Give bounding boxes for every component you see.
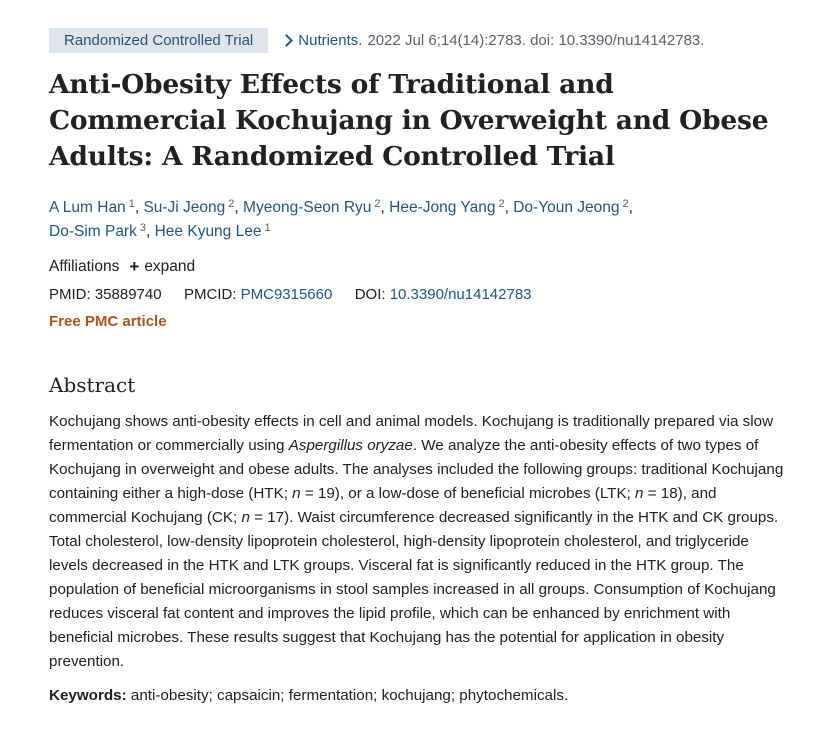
pmid-label: PMID: xyxy=(49,286,91,303)
doi-label: DOI: xyxy=(354,286,386,303)
abstract-text xyxy=(49,410,789,674)
article-header xyxy=(49,28,789,53)
chevron-right-icon xyxy=(280,34,293,47)
keywords-label: Keywords: xyxy=(49,687,127,704)
article-details xyxy=(49,28,789,704)
affiliation-ref[interactable]: 2 xyxy=(374,198,381,210)
pmcid-link[interactable]: PMC9315660 xyxy=(240,286,333,303)
doi-link[interactable]: 10.3390/nu14142783 xyxy=(389,286,532,303)
citation-text: 2022 Jul 6;14(14):2783. doi: 10.3390/nu14142783. xyxy=(367,32,705,49)
pmid-value: 35889740 xyxy=(94,286,162,303)
affiliation-ref[interactable]: 2 xyxy=(622,198,629,210)
authors-list: A Lum Han $^1$, Su-Ji Jeong $^2$, Myeong-Seon Ryu $^2$, Hee-Jong Yang $^2$, Do-Youn Jeong $^2$, Do-Sim Park $^3$, Hee Kyung Lee $^1$ xyxy=(49,198,633,240)
abstract-segment: = 19), or a low-dose of beneficial microbes (LTK; xyxy=(300,485,636,502)
n-symbol: n xyxy=(292,485,301,502)
n-symbol: n xyxy=(241,509,250,526)
author-link[interactable]: Hee Kyung Lee xyxy=(154,223,262,240)
author-link[interactable]: Do-Youn Jeong xyxy=(513,199,620,216)
affiliations-row xyxy=(49,257,789,277)
abstract-segment: = 18), and commercial Kochujang (CK; xyxy=(49,485,717,526)
pmcid-label: PMCID: xyxy=(183,286,237,303)
free-pmc-label: Free PMC article xyxy=(49,313,167,330)
n-symbol: n xyxy=(635,485,644,502)
expand-toggle[interactable]: expand xyxy=(144,258,196,275)
abstract-segment: Kochujang shows anti-obesity effects in cell and animal models. Kochujang is traditionally prepared via slow fermentation or commercially using xyxy=(49,413,774,454)
keywords-row xyxy=(49,687,789,704)
author-link[interactable]: Hee-Jong Yang xyxy=(389,199,496,216)
affiliation-ref[interactable]: 1 xyxy=(264,222,271,234)
abstract-heading: Abstract xyxy=(49,373,136,397)
journal-link[interactable]: Nutrients. xyxy=(298,32,363,49)
affiliation-ref[interactable]: 2 xyxy=(228,198,235,210)
affiliation-ref[interactable]: 2 xyxy=(498,198,505,210)
identifiers-row xyxy=(49,286,789,303)
abstract-segment: . We analyze the anti-obesity effects of two types of Kochujang in overweight and obese adults. The analyses included the following groups: traditional Kochujang containing either a high-dose (HTK; xyxy=(49,437,784,502)
author-link[interactable]: A Lum Han xyxy=(49,199,126,216)
affiliation-ref[interactable]: 3 xyxy=(139,222,146,234)
author-link[interactable]: Do-Sim Park xyxy=(49,223,137,240)
keywords-text: anti-obesity; capsaicin; fermentation; kochujang; phytochemicals. xyxy=(130,687,569,704)
publication-type-badge[interactable]: Randomized Controlled Trial xyxy=(49,28,268,53)
abstract-segment: = 17). Waist circumference decreased significantly in the HTK and CK groups. Total cholesterol, low-density lipoprotein cholesterol, high-density lipoprotein cholesterol, and triglyceride levels decreased in the HTK and LTK groups. Visceral fat is significantly reduced in the HTK group. The population of beneficial microorganisms in stool samples increased in all groups. Consumption of Kochujang reduces visceral fat content and improves the lipid profile, which can be enhanced by enrichment with beneficial microbes. These results suggest that Kochujang has the potential for application in obesity prevention. xyxy=(49,509,779,670)
affiliation-ref[interactable]: 1 xyxy=(128,198,135,210)
species-name: Aspergillus oryzae xyxy=(288,437,413,454)
author-link[interactable]: Su-Ji Jeong xyxy=(143,199,226,216)
author-link[interactable]: Myeong-Seon Ryu xyxy=(243,199,372,216)
affiliations-label: Affiliations xyxy=(49,258,120,275)
article-title: Anti-Obesity Effects of Traditional and Commercial Kochujang in Overweight and Obese Adults: A Randomized Controlled Trial xyxy=(49,69,769,172)
plus-icon[interactable]: + xyxy=(129,257,140,276)
